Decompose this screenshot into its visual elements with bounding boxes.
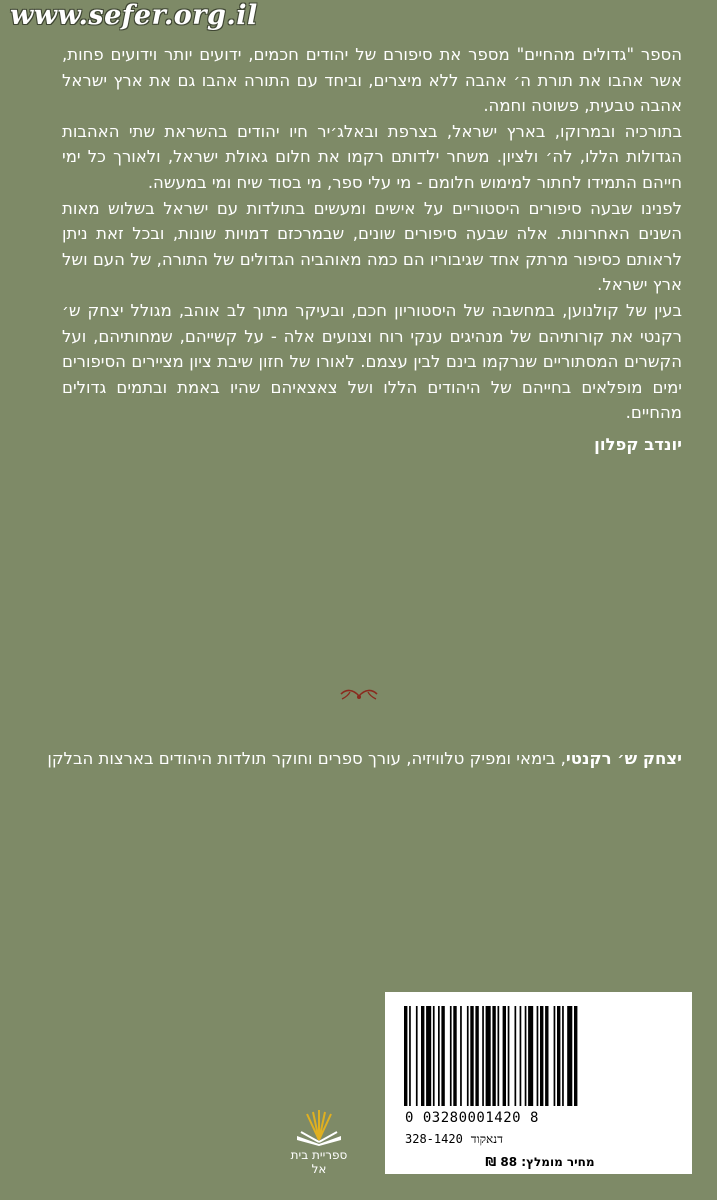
author-name: יצחק ש׳ רקנטי [565, 749, 682, 768]
barcode-label [385, 992, 692, 1174]
danacode-number: 328-1420 [405, 1132, 463, 1146]
barcode-digits: 0 03280001420 8 [405, 1110, 539, 1126]
publisher-name: ספריית בית אל [290, 1148, 348, 1176]
open-book-logo-icon [293, 1110, 345, 1146]
blurb-text [62, 42, 682, 458]
ornament-divider-icon [339, 687, 379, 703]
barcode-icon [404, 1006, 644, 1106]
blurb-signature: יונדב קפלון [594, 434, 682, 454]
blurb-paragraph: בתורכיה ובמרוקו, בארץ ישראל, בצרפת ובאלג׳יר חיו יהודים בהשראת שתי האהבות הגדולות הללו, לה׳ ולציון. משחר ילדותם רקמו את חלום גאולת ישראל, ולאורך כל ימי חייהם התמידו לחתור למימוש חלומם - מי עלי ספר, מי בסוד שיח ומי במעשה. [62, 121, 682, 192]
blurb-paragraph: הספר "גדולים מהחיים" מספר את סיפורם של יהודים חכמים, ידועים יותר וידועים פחות, אשר אהבו את תורת ה׳ אהבה ללא מיצרים, וביחד עם התורה אהבו גם את ארץ ישראל אהבה טבעית, פשוטה וחמה. [62, 45, 682, 116]
danacode-label: דנאקוד [470, 1132, 503, 1146]
publisher-logo [290, 1110, 348, 1176]
author-bio [30, 744, 682, 773]
site-watermark: www.sefer.org.il [10, 0, 258, 31]
recommended-price: מחיר מומלץ: 88 ₪ [485, 1155, 595, 1169]
author-description: , בימאי ומפיק טלוויזיה, עורך ספרים וחוקר תולדות היהודים בארצות הבלקן [47, 749, 566, 768]
blurb-paragraph: בעין של קולנוען, במחשבה של היסטוריון חכם, ובעיקר מתוך לב אוהב, מגולל יצחק ש׳ רקנטי את קורותיהם של מנהיגים ענקי רוח וצנועים אלה - על קשייהם, שמחותיהם, ועל הקשרים המסתוריים שנרקמו בינם לבין עצמם. לאורו של חזון שיבת ציון מציירים הסיפורים ימים מופלאים בחייהם של היהודים הללו ושל צאצאיהם שהיו באמת ובתמים גדולים מהחיים. [62, 300, 682, 423]
blurb-paragraph: לפנינו שבעה סיפורים היסטוריים על אישים ומעשים בתולדות עם ישראל בשלוש מאות השנים האחרונות. אלה שבעה סיפורים שונים, שבמרכזם דמויות שונות, ובכל זאת ניתן לראותם כסיפור מרתק אחד שגיבוריו הם כמה מאוהביה הגדולים של התורה, של העם ושל ארץ ישראל. [62, 198, 682, 295]
danacode [405, 1132, 511, 1147]
